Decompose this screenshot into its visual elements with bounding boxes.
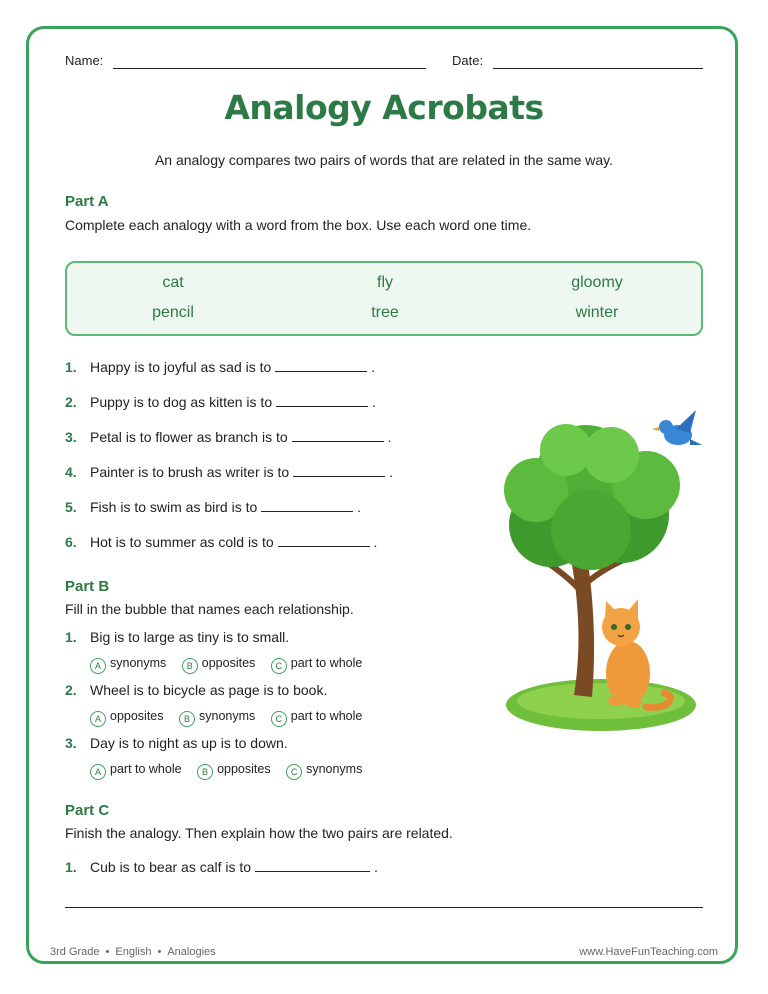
explanation-line[interactable]: [65, 907, 703, 908]
word-box-item: pencil: [152, 304, 194, 321]
question-number: 3.: [65, 429, 77, 445]
answer-bubble[interactable]: C: [271, 711, 287, 727]
answer-options: [90, 760, 374, 778]
answer-bubble[interactable]: B: [179, 711, 195, 727]
answer-blank[interactable]: [261, 497, 353, 512]
part-b-question: [65, 734, 288, 752]
part-b-title: Part B: [65, 578, 110, 595]
answer-option[interactable]: [179, 707, 255, 727]
question-text: Hot is to summer as cold is to: [90, 534, 274, 550]
part-a-instructions: Complete each analogy with a word from the box. Use each word one time.: [65, 217, 532, 233]
answer-blank[interactable]: [275, 357, 367, 372]
part-a-question: 5. Fish is to swim as bird is to .: [65, 499, 362, 515]
answer-option[interactable]: [271, 707, 363, 727]
option-label: synonyms: [306, 762, 363, 776]
option-label: part to whole: [290, 709, 363, 723]
question-text: Painter is to brush as writer is to: [90, 464, 290, 480]
question-number: 4.: [65, 464, 77, 480]
option-label: synonyms: [110, 656, 167, 670]
question-text: Happy is to joyful as sad is to: [90, 359, 272, 375]
tree-cat-bird-illustration: [496, 405, 706, 735]
question-text: Petal is to flower as branch is to: [90, 429, 288, 445]
word-box-item: cat: [162, 274, 184, 291]
question-number: 6.: [65, 534, 77, 550]
question-text: Cub is to bear as calf is to: [90, 859, 252, 875]
name-label: Name:: [65, 53, 104, 68]
question-number: 2.: [65, 394, 77, 410]
word-box: [65, 261, 703, 336]
answer-bubble[interactable]: A: [90, 764, 106, 780]
option-label: opposites: [201, 656, 256, 670]
question-number: 5.: [65, 499, 77, 515]
part-a-question: 2. Puppy is to dog as kitten is to .: [65, 394, 376, 410]
answer-option[interactable]: [182, 654, 256, 674]
question-number: 1.: [65, 629, 77, 645]
answer-bubble[interactable]: C: [271, 658, 287, 674]
option-label: opposites: [217, 762, 271, 776]
question-text: Wheel is to bicycle as page is to book.: [90, 682, 328, 698]
word-box-item: gloomy: [571, 274, 623, 291]
part-a-question: 6. Hot is to summer as cold is to .: [65, 534, 378, 550]
footer-site-link[interactable]: www.HaveFunTeaching.com: [579, 946, 718, 958]
option-label: part to whole: [110, 762, 182, 776]
answer-blank[interactable]: [293, 462, 385, 477]
part-b-question: [65, 681, 327, 699]
answer-bubble[interactable]: A: [90, 711, 106, 727]
word-box-item: tree: [371, 304, 399, 321]
answer-blank[interactable]: [276, 392, 368, 407]
name-field[interactable]: [113, 68, 426, 69]
option-label: opposites: [110, 709, 164, 723]
date-label: Date:: [452, 53, 484, 68]
answer-option[interactable]: [271, 654, 363, 674]
answer-blank[interactable]: [278, 532, 370, 547]
word-box-item: fly: [377, 274, 393, 291]
part-c-instructions: Finish the analogy. Then explain how the two pairs are related.: [65, 825, 453, 841]
word-box-item: winter: [575, 304, 619, 321]
footer-subject: English: [115, 946, 152, 958]
footer-topic: Analogies: [167, 946, 216, 958]
question-number: 1.: [65, 359, 77, 375]
footer-grade: 3rd Grade: [50, 946, 100, 958]
answer-bubble[interactable]: B: [197, 764, 213, 780]
page-title: Analogy Acrobats: [224, 88, 544, 127]
answer-option[interactable]: [286, 760, 362, 780]
option-label: synonyms: [199, 709, 256, 723]
question-number: 1.: [65, 859, 77, 875]
question-text: Puppy is to dog as kitten is to: [90, 394, 273, 410]
tree-icon: [504, 424, 680, 697]
date-field[interactable]: [493, 68, 703, 69]
answer-options: [90, 707, 374, 725]
answer-bubble[interactable]: C: [286, 764, 302, 780]
part-a-title: Part A: [65, 193, 109, 210]
part-a-question: 1. Happy is to joyful as sad is to .: [65, 359, 376, 375]
question-text: Big is to large as tiny is to small.: [90, 629, 290, 645]
answer-option[interactable]: [90, 654, 166, 674]
answer-bubble[interactable]: A: [90, 658, 106, 674]
question-number: 3.: [65, 735, 77, 751]
question-text: Day is to night as up is to down.: [90, 735, 288, 751]
part-b-question: [65, 628, 289, 646]
question-text: Fish is to swim as bird is to: [90, 499, 258, 515]
part-b-instructions: Fill in the bubble that names each relationship.: [65, 601, 354, 617]
part-c-question: 1. Cub is to bear as calf is to .: [65, 859, 378, 875]
answer-option[interactable]: [90, 760, 182, 780]
part-a-question: 3. Petal is to flower as branch is to .: [65, 429, 392, 445]
answer-blank[interactable]: [255, 857, 370, 872]
answer-blank[interactable]: [292, 427, 384, 442]
answer-option[interactable]: [90, 707, 164, 727]
intro-text: An analogy compares two pairs of words that are related in the same way.: [154, 152, 614, 168]
question-number: 2.: [65, 682, 77, 698]
part-c-title: Part C: [65, 802, 110, 819]
footer-breadcrumb: 3rd Grade • English • Analogies: [50, 946, 216, 958]
part-a-question: 4. Painter is to brush as writer is to .: [65, 464, 393, 480]
answer-options: [90, 654, 374, 672]
option-label: part to whole: [290, 656, 363, 670]
bird-icon: [652, 410, 702, 445]
answer-bubble[interactable]: B: [182, 658, 198, 674]
answer-option[interactable]: [197, 760, 271, 780]
